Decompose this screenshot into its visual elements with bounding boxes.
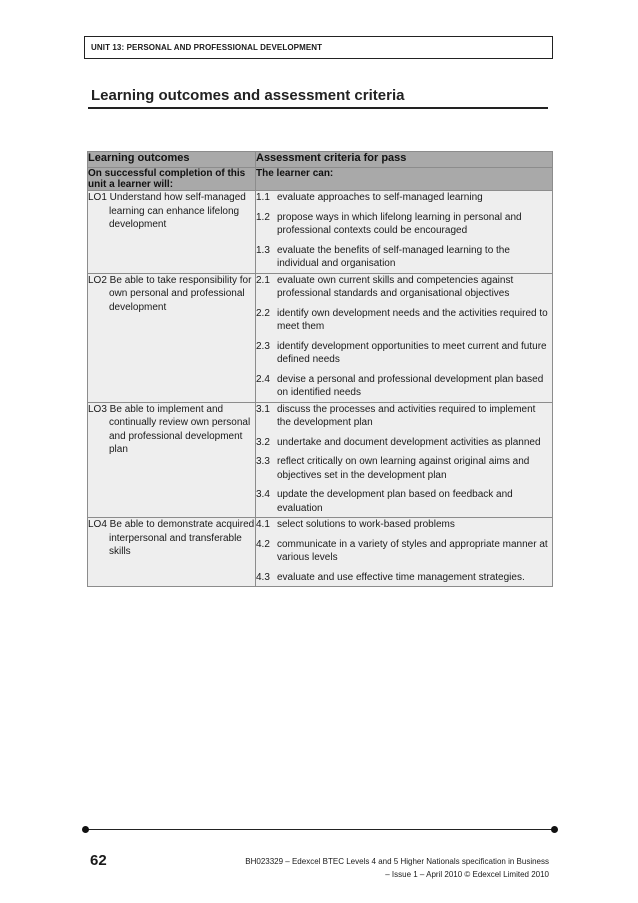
criterion-text: identify development opportunities to meet current and future defined needs bbox=[277, 340, 547, 365]
outcome-text: LO1 Understand how self-managed learning can enhance lifelong development bbox=[88, 192, 246, 230]
criterion-number: 3.2 bbox=[256, 436, 270, 448]
footer-rule-left-dot bbox=[82, 826, 89, 833]
col-subheader-criteria: The learner can: bbox=[256, 168, 553, 191]
criterion-text: select solutions to work-based problems bbox=[277, 519, 455, 530]
criterion-number: 3.4 bbox=[256, 489, 270, 500]
criteria-table bbox=[87, 151, 553, 587]
title-rule bbox=[88, 107, 548, 109]
col-subheader-outcomes: On successful completion of this unit a learner will: bbox=[88, 168, 256, 191]
criterion-text: evaluate own current skills and competencies against professional standards and organisational objectives bbox=[277, 274, 514, 299]
table-row bbox=[88, 518, 553, 587]
criterion-item bbox=[256, 307, 552, 334]
footer-text bbox=[209, 855, 549, 881]
criterion-number: 1.3 bbox=[256, 244, 270, 256]
criterion-text: reflect critically on own learning against original aims and objectives set in the development plan bbox=[277, 456, 530, 481]
criteria-cell bbox=[256, 518, 553, 587]
criterion-item bbox=[256, 274, 552, 301]
col-header-learning-outcomes: Learning outcomes bbox=[88, 152, 256, 168]
criterion-number: 1.1 bbox=[256, 192, 270, 203]
outcome-cell bbox=[88, 191, 256, 274]
page-number: 62 bbox=[90, 852, 107, 869]
criterion-text: undertake and document development activities as planned bbox=[277, 436, 541, 448]
criterion-item bbox=[256, 436, 552, 450]
criterion-text: evaluate the benefits of self-managed learning to the individual and organisation bbox=[277, 244, 510, 269]
criterion-number: 3.1 bbox=[256, 403, 270, 415]
table-row bbox=[88, 402, 553, 518]
criterion-text: communicate in a variety of styles and appropriate manner at various levels bbox=[277, 538, 548, 563]
criterion-number: 2.3 bbox=[256, 340, 270, 352]
unit-header bbox=[84, 36, 553, 59]
outcome-cell bbox=[88, 518, 256, 587]
criterion-text: update the development plan based on feedback and evaluation bbox=[277, 489, 513, 514]
criterion-item bbox=[256, 571, 552, 585]
outcome-cell bbox=[88, 402, 256, 518]
criteria-cell bbox=[256, 273, 553, 402]
criterion-number: 1.2 bbox=[256, 211, 270, 223]
criterion-number: 2.1 bbox=[256, 274, 270, 286]
outcome-cell bbox=[88, 273, 256, 402]
criterion-item bbox=[256, 191, 552, 205]
criterion-number: 2.4 bbox=[256, 373, 270, 385]
criterion-item bbox=[256, 518, 552, 532]
outcome-text: LO4 Be able to demonstrate acquired interpersonal and transferable skills bbox=[88, 519, 255, 557]
criterion-text: propose ways in which lifelong learning in personal and professional contexts could be encouraged bbox=[277, 211, 522, 236]
footer-rule bbox=[85, 829, 555, 830]
criteria-cell bbox=[256, 402, 553, 518]
criteria-cell bbox=[256, 191, 553, 274]
criterion-text: discuss the processes and activities required to implement the development plan bbox=[277, 403, 536, 428]
criterion-text: evaluate approaches to self-managed learning bbox=[277, 192, 483, 203]
page-title: Learning outcomes and assessment criteria bbox=[91, 87, 405, 104]
footer-rule-right-dot bbox=[551, 826, 558, 833]
criterion-number: 4.3 bbox=[256, 571, 270, 583]
outcome-text: LO2 Be able to take responsibility for own personal and professional development bbox=[88, 274, 252, 313]
criterion-text: evaluate and use effective time management strategies. bbox=[277, 571, 525, 583]
criterion-item bbox=[256, 488, 552, 515]
criterion-item bbox=[256, 373, 552, 400]
table-row bbox=[88, 273, 553, 402]
footer-line-2: – Issue 1 – April 2010 © Edexcel Limited 2010 bbox=[385, 870, 549, 879]
criterion-item bbox=[256, 403, 552, 430]
unit-label: UNIT 13: PERSONAL AND PROFESSIONAL DEVELOPMENT bbox=[91, 43, 323, 52]
criterion-number: 3.3 bbox=[256, 456, 270, 467]
table-row bbox=[88, 191, 553, 274]
criterion-item bbox=[256, 455, 552, 482]
criterion-text: identify own development needs and the activities required to meet them bbox=[277, 307, 548, 332]
criterion-number: 4.1 bbox=[256, 519, 270, 530]
criterion-item bbox=[256, 211, 552, 238]
criterion-item bbox=[256, 340, 552, 367]
criterion-text: devise a personal and professional development plan based on identified needs bbox=[277, 373, 544, 398]
criterion-number: 2.2 bbox=[256, 307, 270, 319]
outcome-text: LO3 Be able to implement and continually review own personal and professional development plan bbox=[88, 403, 251, 455]
footer-line-1: BH023329 – Edexcel BTEC Levels 4 and 5 Higher Nationals specification in Business bbox=[245, 857, 549, 866]
criterion-item bbox=[256, 244, 552, 271]
col-header-assessment-criteria: Assessment criteria for pass bbox=[256, 152, 553, 168]
criterion-item bbox=[256, 538, 552, 565]
criterion-number: 4.2 bbox=[256, 538, 270, 550]
